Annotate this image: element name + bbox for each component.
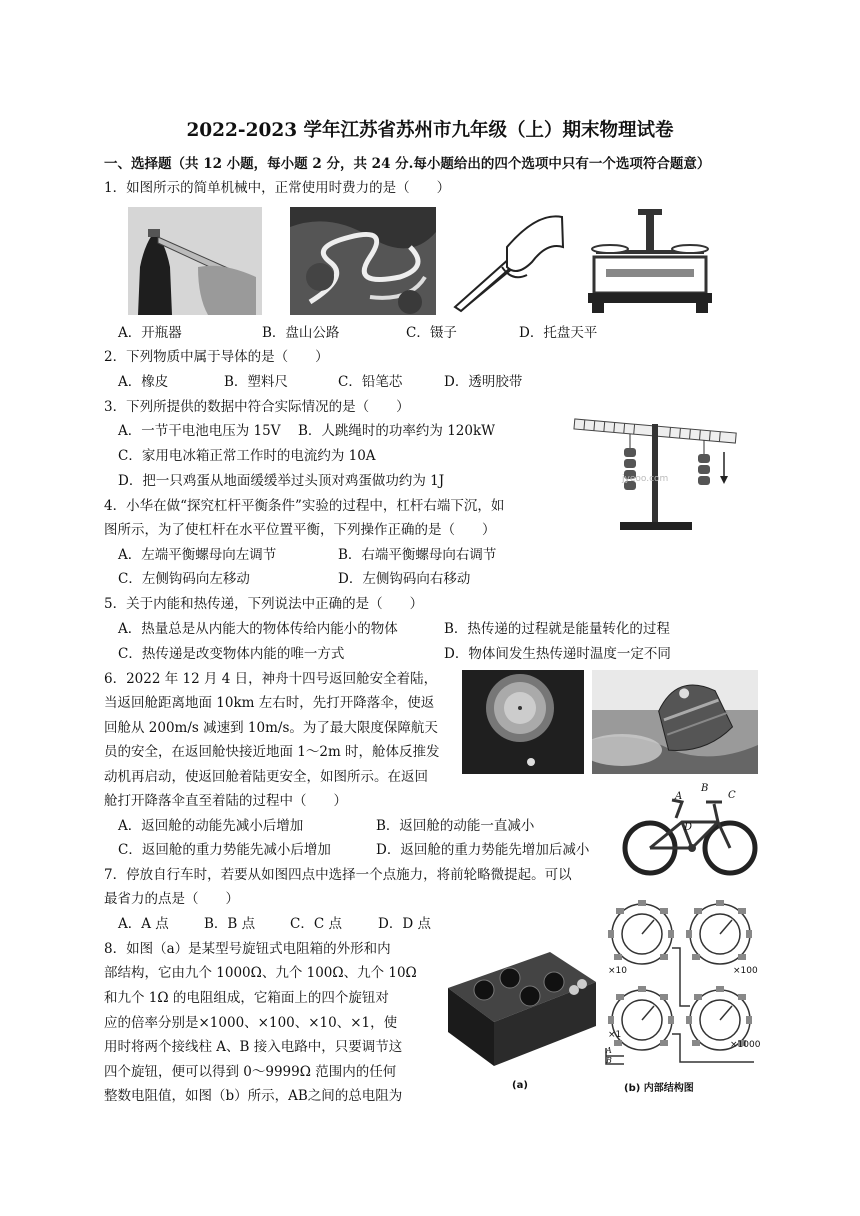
q8-line: 四个旋钮，便可以得到 0～9999Ω 范围内的任何 [104,1064,397,1080]
q7-stem-line2: 最省力的点是（ ） [104,891,239,907]
q8-line: 用时将两个接线柱 A、B 接入电路中，只要调节这 [104,1039,403,1055]
q6-line: 动机再启动，使返回舱着陆更安全，如图所示。在返回 [104,769,428,785]
q3-option-d: D．把一只鸡蛋从地面缓缓举过头顶对鸡蛋做功约为 1J [118,473,445,489]
q4-option-c: C．左侧钩码向左移动 [118,571,250,587]
q6-option-a: A．返回舱的动能先减小后增加 [118,818,304,834]
dial-label-x10: ×10 [608,966,627,976]
q2-option-b: B．塑料尺 [224,374,288,390]
terminal-a-label: A [606,1046,612,1055]
dial-label-x1: ×1 [608,1030,622,1040]
q1-option-b: B．盘山公路 [262,325,340,341]
capsule-parachute-image [462,670,584,774]
q6-line: 回舱从 200m/s 减速到 10m/s。为了最大限度保障航天 [104,720,438,736]
caption-a: (a) [512,1080,528,1091]
q6-line: 当返回舱距离地面 10km 左右时，先打开降落伞，使返 [104,695,435,711]
q7-option-d: D．D 点 [378,916,431,932]
q4-stem-line1: 4．小华在做“探究杠杆平衡条件”实验的过程中，杠杆右端下沉，如 [104,498,505,514]
q8-line: 整数电阻值，如图（b）所示，AB之间的总电阻为 [104,1088,403,1104]
q1-stem: 1．如图所示的简单机械中，正常使用时费力的是（ ） [104,180,451,196]
q8-line: 和九个 1Ω 的电阻组成，它箱面上的四个旋钮对 [104,990,389,1006]
resistance-box-image [440,938,600,1070]
q4-option-b: B．右端平衡螺母向右调节 [338,547,497,563]
q6-line: 舱打开降落伞直至着陆的过程中（ ） [104,793,347,809]
q4-option-d: D．左侧钩码向右移动 [338,571,471,587]
q6-line: 6．2022 年 12 月 4 日，神舟十四号返回舱安全着陆， [104,671,438,687]
q8-line: 应的倍率分别是×1000、×100、×10、×1，使 [104,1015,398,1031]
dial-label-x100: ×100 [733,966,758,976]
q6-option-d: D．返回舱的重力势能先增加后减小 [376,842,590,858]
q7-stem-line1: 7．停放自行车时，若要从如图四点中选择一个点施力，将前轮略微提起。可以 [104,867,572,883]
q8-line: 8．如图（a）是某型号旋钮式电阻箱的外形和内 [104,941,391,957]
q6-line: 员的安全，在返回舱快接近地面 1～2m 时，舱体反推发 [104,744,440,760]
q2-option-a: A．橡皮 [118,374,169,390]
bottle-opener-image [128,207,262,315]
q7-option-a: A．A 点 [118,916,169,932]
point-a-label: A [675,791,683,802]
point-b-label: B [701,783,709,794]
q5-stem: 5．关于内能和热传递，下列说法中正确的是（ ） [104,596,424,612]
point-c-label: C [728,790,736,801]
q6-option-c: C．返回舱的重力势能先减小后增加 [118,842,331,858]
page-title: 2022-2023 学年江苏省苏州市九年级（上）期末物理试卷 [186,120,674,141]
dial-label-x1000: ×1000 [730,1040,761,1050]
mountain-road-image [290,207,436,315]
q1-option-d: D．托盘天平 [519,325,598,341]
capsule-landing-image [592,670,758,774]
section-heading: 一、选择题（共 12 小题，每小题 2 分，共 24 分.每小题给出的四个选项中只有一个选项符合题意） [104,156,711,172]
q1-option-a: A．开瓶器 [118,325,182,341]
q2-stem: 2．下列物质中属于导体的是（ ） [104,349,329,365]
balance-scale-image [586,207,714,315]
q8-line: 部结构，它由九个 1000Ω、九个 100Ω、九个 10Ω [104,965,417,981]
q2-option-d: D．透明胶带 [444,374,523,390]
q4-option-a: A．左端平衡螺母向左调节 [118,547,277,563]
tweezers-image [447,207,565,315]
caption-b: (b) 内部结构图 [624,1083,694,1094]
q1-option-c: C．镊子 [406,325,457,341]
q3-option-b: B．人跳绳时的功率约为 120kW [298,423,496,439]
q7-option-c: C．C 点 [290,916,342,932]
q5-option-b: B．热传递的过程就是能量转化的过程 [444,621,670,637]
q3-stem: 3．下列所提供的数据中符合实际情况的是（ ） [104,399,410,415]
point-d-label: D [684,822,693,833]
q4-stem-line2: 图所示，为了使杠杆在水平位置平衡，下列操作正确的是（ ） [104,522,496,538]
terminal-b-label: B [606,1056,612,1065]
q5-option-d: D．物体间发生热传递时温度一定不同 [444,646,671,662]
q3-option-a: A．一节干电池电压为 15V [118,423,281,439]
q2-option-c: C．铅笔芯 [338,374,403,390]
q7-option-b: B．B 点 [204,916,256,932]
q5-option-a: A．热量总是从内能大的物体传给内能小的物体 [118,621,398,637]
q6-option-b: B．返回舱的动能一直减小 [376,818,535,834]
q5-option-c: C．热传递是改变物体内能的唯一方式 [118,646,345,662]
watermark: jyeoo.com [622,474,669,484]
q3-option-c: C．家用电冰箱正常工作时的电流约为 10A [118,448,376,464]
